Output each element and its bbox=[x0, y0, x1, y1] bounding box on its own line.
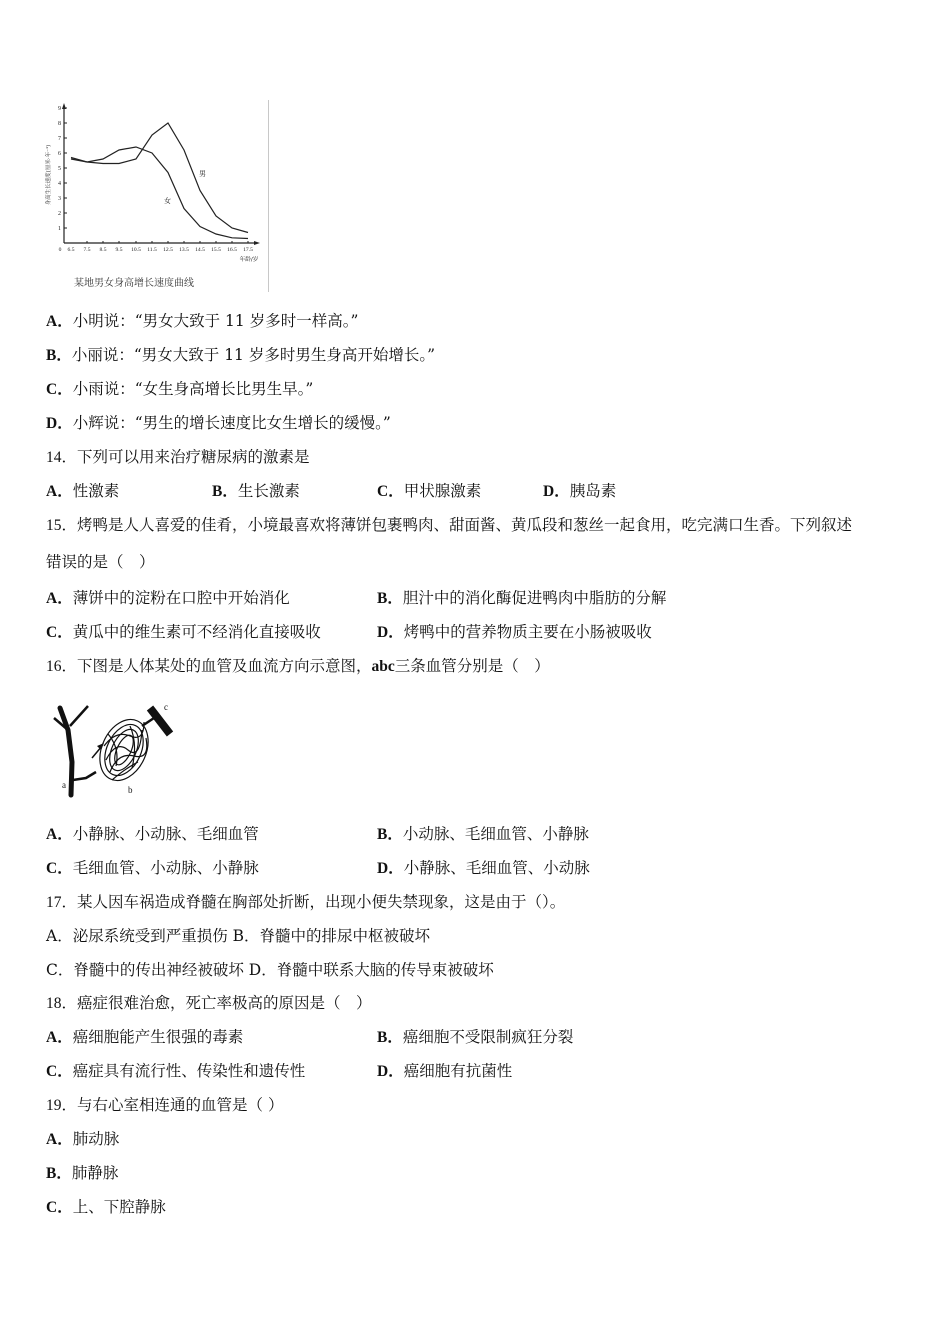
option-label: A． bbox=[46, 826, 73, 843]
option-label: C． bbox=[46, 381, 73, 398]
option-label: A． bbox=[46, 1131, 73, 1148]
option-label: B． bbox=[377, 590, 403, 607]
question-number: 17． bbox=[46, 894, 78, 911]
q15-option-d bbox=[377, 622, 652, 643]
option-label: D． bbox=[377, 1063, 404, 1080]
svg-text:8.5: 8.5 bbox=[99, 247, 107, 253]
q16-option-d bbox=[377, 858, 590, 879]
option-text: 癌症具有流行性、传染性和遗传性 bbox=[72, 1062, 306, 1080]
svg-text:6: 6 bbox=[58, 151, 61, 157]
option-text: 癌细胞有抗菌性 bbox=[403, 1062, 513, 1080]
option-label: C． bbox=[46, 1063, 73, 1080]
svg-text:13.5: 13.5 bbox=[179, 247, 189, 253]
question-number: 16． bbox=[46, 658, 78, 675]
svg-text:6.5: 6.5 bbox=[67, 247, 75, 253]
option-label: A． bbox=[46, 483, 73, 500]
svg-text:9.5: 9.5 bbox=[115, 247, 123, 253]
q16-option-b bbox=[377, 824, 589, 845]
svg-text:10.5: 10.5 bbox=[131, 247, 141, 253]
option-text: 小雨说：“女生身高增长比男生早。” bbox=[72, 380, 314, 398]
svg-text:9: 9 bbox=[58, 106, 61, 112]
male-curve-label: 男 bbox=[199, 170, 206, 178]
option-label: A． bbox=[46, 1029, 73, 1046]
q18-option-a bbox=[46, 1027, 243, 1048]
y-axis-label: 身高生长速度(厘米·年⁻¹) bbox=[46, 144, 52, 206]
option-text: 小辉说：“男生的增长速度比女生增长的缓慢。” bbox=[72, 414, 391, 432]
option-text: 小动脉、毛细血管、小静脉 bbox=[402, 825, 589, 843]
option-text: 毛细血管、小动脉、小静脉 bbox=[72, 859, 259, 877]
q16-option-a bbox=[46, 824, 259, 845]
option-label: C． bbox=[46, 860, 73, 877]
q19-stem bbox=[46, 1095, 283, 1116]
label-c: c bbox=[164, 702, 168, 712]
option-label: B． bbox=[46, 347, 72, 364]
question-text: 癌症很难治愈，死亡率极高的原因是（ ） bbox=[77, 994, 372, 1012]
svg-text:7: 7 bbox=[58, 136, 61, 142]
svg-text:14.5: 14.5 bbox=[195, 247, 205, 253]
svg-text:5: 5 bbox=[58, 166, 61, 172]
q15-option-a bbox=[46, 588, 290, 609]
option-label: B． bbox=[46, 1165, 72, 1182]
q13-option-b bbox=[46, 345, 435, 366]
option-text: 癌细胞不受限制疯狂分裂 bbox=[402, 1028, 574, 1046]
option-text: 小明说：“男女大致于 11 岁多时一样高。” bbox=[72, 312, 359, 330]
svg-text:8: 8 bbox=[58, 121, 61, 127]
option-label: D． bbox=[46, 415, 73, 432]
svg-text:16.5: 16.5 bbox=[227, 247, 237, 253]
female-curve-label: 女 bbox=[164, 197, 171, 205]
option-label: D． bbox=[543, 483, 570, 500]
q13-option-c bbox=[46, 379, 313, 400]
chart-caption: 某地男女身高增长速度曲线 bbox=[74, 278, 194, 289]
option-text: A．泌尿系统受到严重损伤 B．脊髓中的排尿中枢被破坏 bbox=[46, 927, 431, 945]
question-text: 下图是人体某处的血管及血流方向示意图， bbox=[77, 657, 372, 675]
question-text: 烤鸭是人人喜爱的佳肴，小境最喜欢将薄饼包裹鸭肉、甜面酱、黄瓜段和葱丝一起食用，吃完满口生香。下列叙述 bbox=[77, 516, 853, 534]
q15-option-b bbox=[377, 588, 666, 609]
x-axis-label: 年龄/岁 bbox=[239, 257, 259, 263]
question-text: 与右心室相连通的血管是（ ） bbox=[77, 1096, 284, 1114]
option-label: C． bbox=[46, 624, 73, 641]
option-text: 黄瓜中的维生素可不经消化直接吸收 bbox=[72, 623, 321, 641]
q15-option-c bbox=[46, 622, 321, 643]
question-text-bold: abc bbox=[371, 658, 395, 675]
svg-text:15.5: 15.5 bbox=[211, 247, 221, 253]
blood-vessel-diagram bbox=[46, 690, 186, 805]
q17-options-cd bbox=[46, 960, 494, 980]
q14-option-b bbox=[212, 481, 300, 502]
question-number: 14． bbox=[46, 449, 78, 466]
option-text: 薄饼中的淀粉在口腔中开始消化 bbox=[72, 589, 290, 607]
vessel-diagram-svg bbox=[46, 690, 186, 805]
q14-option-c bbox=[377, 481, 481, 502]
svg-text:3: 3 bbox=[58, 196, 61, 202]
option-label: D． bbox=[377, 624, 404, 641]
q19-option-a bbox=[46, 1129, 119, 1150]
question-number: 15． bbox=[46, 517, 78, 534]
male-curve bbox=[71, 123, 248, 233]
q19-option-b bbox=[46, 1163, 118, 1184]
q14-option-a bbox=[46, 481, 119, 502]
q17-options-ab bbox=[46, 926, 430, 946]
option-text: 肺动脉 bbox=[72, 1130, 120, 1148]
option-label: C． bbox=[46, 1199, 73, 1216]
option-label: B． bbox=[377, 826, 403, 843]
question-number: 18． bbox=[46, 995, 78, 1012]
female-curve bbox=[71, 147, 248, 239]
q17-stem bbox=[46, 892, 565, 913]
label-a: a bbox=[62, 780, 66, 790]
svg-text:7.5: 7.5 bbox=[83, 247, 91, 253]
q15-stem-cont bbox=[46, 552, 155, 572]
option-label: D． bbox=[377, 860, 404, 877]
question-text: 错误的是（ ） bbox=[46, 553, 155, 571]
option-text: 癌细胞能产生很强的毒素 bbox=[72, 1028, 244, 1046]
question-text: 三条血管分别是（ ） bbox=[394, 657, 550, 675]
q16-option-c bbox=[46, 858, 259, 879]
svg-text:17.5: 17.5 bbox=[243, 247, 253, 253]
option-text: 小静脉、毛细血管、小动脉 bbox=[403, 859, 590, 877]
svg-text:12.5: 12.5 bbox=[163, 247, 173, 253]
option-label: B． bbox=[212, 483, 238, 500]
q13-option-a bbox=[46, 311, 358, 332]
q15-stem bbox=[46, 515, 852, 536]
option-text: 甲状腺激素 bbox=[403, 482, 482, 500]
label-b: b bbox=[128, 785, 133, 795]
option-text: C．脊髓中的传出神经被破坏 D．脊髓中联系大脑的传导束被破坏 bbox=[46, 961, 494, 979]
question-text: 某人因车祸造成脊髓在胸部处折断，出现小便失禁现象，这是由于（）。 bbox=[77, 893, 566, 911]
option-text: 生长激素 bbox=[237, 482, 300, 500]
option-text: 小丽说：“男女大致于 11 岁多时男生身高开始增长。” bbox=[71, 346, 436, 364]
option-text: 上、下腔静脉 bbox=[72, 1198, 166, 1216]
option-text: 胰岛素 bbox=[569, 482, 617, 500]
svg-text:11.5: 11.5 bbox=[147, 247, 157, 253]
option-label: B． bbox=[377, 1029, 403, 1046]
option-text: 肺静脉 bbox=[71, 1164, 119, 1182]
option-label: A． bbox=[46, 313, 73, 330]
option-text: 烤鸭中的营养物质主要在小肠被吸收 bbox=[403, 623, 652, 641]
q13-option-d bbox=[46, 413, 391, 434]
svg-text:1: 1 bbox=[58, 226, 61, 232]
q18-option-d bbox=[377, 1061, 512, 1082]
q16-stem bbox=[46, 656, 550, 677]
growth-chart-svg bbox=[44, 100, 268, 292]
q14-option-d bbox=[543, 481, 616, 502]
option-text: 性激素 bbox=[72, 482, 120, 500]
q19-option-c bbox=[46, 1197, 166, 1218]
svg-text:2: 2 bbox=[58, 211, 61, 217]
svg-text:4: 4 bbox=[58, 181, 61, 187]
growth-velocity-chart bbox=[44, 100, 269, 292]
option-text: 小静脉、小动脉、毛细血管 bbox=[72, 825, 259, 843]
q18-stem bbox=[46, 993, 372, 1014]
option-label: C． bbox=[377, 483, 404, 500]
option-label: A． bbox=[46, 590, 73, 607]
option-text: 胆汁中的消化酶促进鸭肉中脂肪的分解 bbox=[402, 589, 667, 607]
q14-stem bbox=[46, 447, 310, 468]
question-text: 下列可以用来治疗糖尿病的激素是 bbox=[77, 448, 310, 466]
q18-option-b bbox=[377, 1027, 573, 1048]
q18-option-c bbox=[46, 1061, 305, 1082]
svg-text:0: 0 bbox=[58, 247, 62, 253]
question-number: 19． bbox=[46, 1097, 78, 1114]
